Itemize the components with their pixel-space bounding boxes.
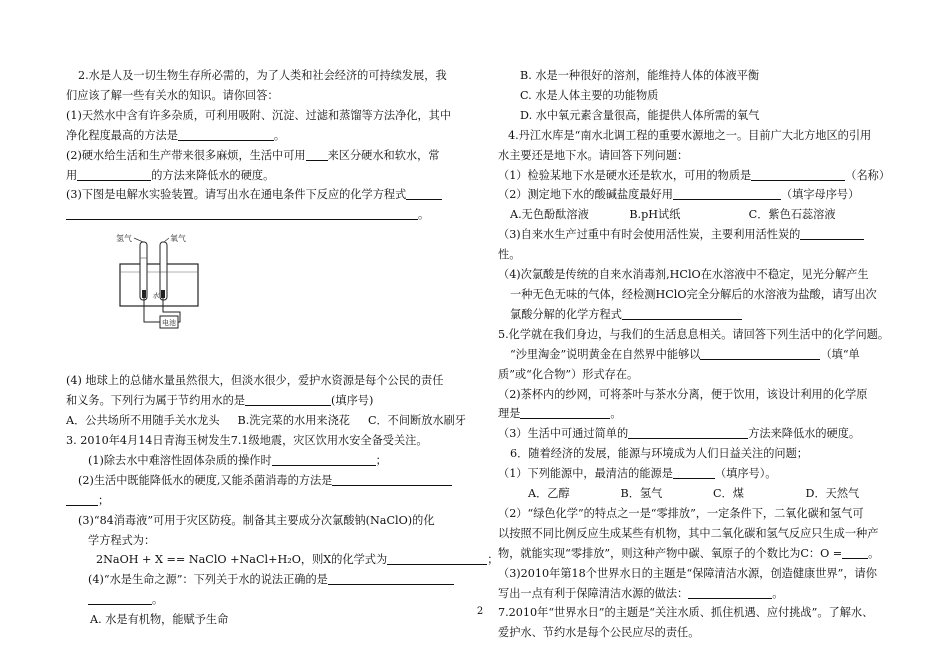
q6-1-option-b: B．氢气 (620, 487, 663, 501)
q2-2-line-2-post: 的方法来降低水的硬度。 (151, 168, 275, 182)
answer-blank[interactable] (387, 552, 487, 565)
q6-1-option-a: A．乙醇 (528, 487, 570, 501)
electrolysis-diagram (110, 232, 240, 332)
q2-3-line: (3)下图是电解水实验装置。请写出水在通电条件下反应的化学方程式 (66, 188, 407, 202)
q3-3-line-1: (3)“84消毒液”可用于灾区防疫。制备其主要成分次氯酸钠(NaClO)的化 (78, 513, 435, 527)
q6-intro: 6．随着经济的发展，能源与环境成为人们日益关注的问题； (510, 447, 808, 461)
q4-1-post: （名称） (845, 168, 891, 182)
answer-blank[interactable] (520, 406, 610, 419)
q3-4-option-c: C. 水是人体主要的功能物质 (520, 88, 659, 102)
answer-blank[interactable] (66, 207, 418, 220)
answer-blank[interactable] (700, 347, 820, 360)
q4-2-option-c: C．紫色石蕊溶液 (748, 208, 836, 222)
water-label: 水 (152, 292, 159, 300)
q2-1-line-2: 净化程度最高的方法是 (66, 128, 178, 142)
q4-2-option-a: A.无色酚酞溶液 (510, 208, 589, 222)
q2-4-line-1: (4) 地球上的总储水量虽然很大，但淡水很少，爱护水资源是每个公民的责任 (66, 374, 444, 388)
q4-4-line-2: 一种无色无味的气体，经检测HClO完全分解后的水溶液为盐酸，请写出次 (510, 287, 877, 301)
q5-intro: 5.化学就在我们身边，与我们的生活息息相关。请回答下列生活中的化学问题。 (498, 327, 890, 341)
q2-4-line-2-post: (填序号) (331, 394, 374, 408)
battery-label: 电池 (162, 319, 176, 327)
q2-2-line-2: 用 (66, 168, 78, 182)
q4-4-line-3: 氯酸分解的化学方程式 (510, 307, 622, 321)
q5-2-line-2: 理是 (498, 407, 521, 421)
answer-blank[interactable] (77, 168, 151, 181)
q6-2-line-1: （2）“绿色化学”的特点之一是“零排放”，一定条件下，二氧化碳和氢气可 (498, 506, 864, 520)
q4-2-line: （2）测定地下水的酸碱盐度最好用 (498, 188, 673, 202)
answer-blank[interactable] (673, 466, 715, 479)
q5-1-line-1-post: （填“单 (820, 347, 860, 361)
q5-3-line: （3）生活中可通过简单的 (498, 427, 629, 441)
answer-blank[interactable] (328, 572, 454, 585)
q4-1-line: （1）检验某地下水是硬水还是软水，可用的物质是 (498, 168, 752, 182)
answer-blank[interactable] (332, 473, 452, 486)
answer-blank[interactable] (751, 168, 845, 181)
answer-blank[interactable] (66, 493, 98, 506)
q3-2-line: (2)生活中既能降低水的硬度,又能杀菌消毒的方法是 (78, 473, 333, 487)
answer-blank[interactable] (88, 592, 152, 605)
left-column: 2.水是人及一切生物生存所必需的，为了人类和社会经济的可持续发展，我 们应该了解一些有关水的知识。请你回答： (1)天然水中含有许多杂质，可利用吸附、沉淀、过滤和蒸馏等方法净化，其中 净化程度最高的方法是 。 (2)硬水给生活和生产带来很多麻烦，生活中可用 来区分硬水和软水，常 用 的方法来降低水的硬度。 (3)下图是电解水实验装置。请写出水在通电条件下反应的化学方程式 。 (4) 地球上的总储水量虽然很大，但淡水很少，爱护水资源是每个公民的责任 和义务。下列行为属于节约用水的是 (填序号) A．公共场所不用随手关水龙头 B.洗完菜的水用来浇花 C．不间断放水刷牙 3. 2010年4月14日青海玉树发生7.1级地震，灾区饮用水安全备受关注。 (1)除去水中难溶性固体杂质的操作时 ； (2)生活中既能降低水的硬度,又能杀菌消毒的方法是 ； (3)“84消毒液”可用于灾区防疫。制备其主要成分次氯酸钠(NaClO)的化 学方程式为： 2NaOH + X == NaClO +NaCl+H₂O，则X的化学式为 ； (4)“水是生命之源”：下列关于水的说法正确的是 。 A. 水是有机物，能赋予生命 (66, 66, 466, 630)
answer-blank[interactable] (306, 148, 328, 161)
q3-intro: 3. 2010年4月14日青海玉树发生7.1级地震，灾区饮用水安全备受关注。 (66, 433, 428, 447)
answer-blank[interactable] (245, 393, 331, 406)
answer-blank[interactable] (178, 128, 274, 141)
q6-1-option-d: D．天然气 (805, 487, 860, 501)
answer-blank[interactable] (272, 453, 376, 466)
answer-blank[interactable] (800, 227, 864, 240)
q6-2-line-2: 以按照不同比例反应生成某些有机物，其中二氧化碳和氢气反应只生成一种产 (498, 526, 879, 540)
q5-2-line-1: （2)茶杯内的纱网，可将茶叶与茶水分离，便于饮用，该设计利用的化学原 (498, 387, 868, 401)
q4-2-option-b: B.pH试纸 (629, 208, 681, 222)
q5-3-post: 方法来降低水的硬度。 (748, 427, 861, 441)
q3-4-option-a: A. 水是有机物，能赋予生命 (90, 613, 229, 627)
q3-4-line: (4)“水是生命之源”：下列关于水的说法正确的是 (88, 573, 328, 587)
q6-3-line-1: （3)2010年第18个世界水日的主题是“保障清洁水源，创造健康世界”，请你 (498, 566, 877, 580)
q4-3-line-1: （3)自来水生产过重中有时会使用活性炭，主要利用活性炭的 (498, 228, 801, 242)
oxygen-label: 氧气 (170, 234, 186, 243)
q2-2-line-1: (2)硬水给生活和生产带来很多麻烦，生活中可用 (66, 148, 306, 162)
q3-3-line-3: 2NaOH + X == NaClO +NaCl+H₂O，则X的化学式为 (96, 553, 388, 567)
q2-4-option-c: C．不间断放水刷牙 (367, 414, 466, 428)
q6-1-line: （1）下列能源中，最清洁的能源是 (498, 467, 673, 481)
q4-intro-line-1: 4.丹江水库是“南水北调工程的重要水源地之一。目前广大北方地区的引用 (508, 128, 872, 142)
q3-3-line-2: 学方程式为： (88, 533, 156, 547)
q2-intro-line-1: 2.水是人及一切生物生存所必需的，为了人类和社会经济的可持续发展，我 (78, 69, 447, 82)
q2-1-line-1: (1)天然水中含有许多杂质，可利用吸附、沉淀、过滤和蒸馏等方法净化，其中 (66, 108, 452, 122)
q6-1-post: （填序号）。 (714, 467, 777, 481)
q5-1-line-1: “沙里淘金”说明黄金在自然界中能够以 (510, 347, 701, 361)
answer-blank[interactable] (688, 586, 772, 599)
answer-blank[interactable] (673, 187, 781, 200)
answer-blank[interactable] (842, 546, 868, 559)
q2-2-line-1-post: 来区分硬水和软水，常 (327, 148, 440, 162)
q4-intro-line-2: 水主要还是地下水。请回答下列问题： (498, 148, 689, 162)
q2-4-line-2: 和义务。下列行为属于节约用水的是 (66, 394, 246, 408)
water-trough (120, 264, 198, 306)
q7-line-2: 爱护水、节约水是每个公民应尽的责任。 (498, 626, 700, 640)
q2-intro-line-2: 们应该了解一些有关水的知识。请你回答： (66, 88, 279, 102)
q6-3-line-2: 写出一点有利于保障清洁水源的做法： (498, 586, 689, 600)
q6-2-line-3: 物，就能实现“零排放”，则这种产物中碳、氧原子的个数比为C：O = (498, 546, 843, 560)
q4-4-line-1: （4)次氯酸是传统的自来水消毒剂,HClO在水溶液中不稳定，见光分解产生 (498, 268, 869, 282)
q4-2-post: （填字母序号） (780, 188, 860, 202)
q3-4-option-d: D. 水中氧元素含量很高，能提供人体所需的氧气 (520, 108, 760, 122)
page-number: 2 (476, 606, 484, 617)
answer-blank[interactable] (628, 426, 748, 439)
q3-4-option-b: B. 水是一种很好的溶剂，能维持人体的体液平衡 (520, 69, 760, 82)
q6-1-option-c: C．煤 (713, 487, 744, 501)
right-column: B. 水是一种很好的溶剂，能维持人体的体液平衡 C. 水是人体主要的功能物质 D. 水中氧元素含量很高，能提供人体所需的氧气 4.丹江水库是“南水北调工程的重要水源地之一。目前广大北方地区的引用 水主要还是地下水。请回答下列问题： （1）检验某地下水是硬水还是软水，可用的物质是 （名称） （2）测定地下水的酸碱盐度最好用 （填字母序号） A.无色酚酞溶液 B.pH试纸 C．紫色石蕊溶液 （3)自来水生产过重中有时会使用活性炭，主要利用活性炭的 性。 （4)次氯酸是传统的自来水消毒剂,HClO在水溶液中不稳定，见光分解产生 一种无色无味的气体，经检测HClO完全分解后的水溶液为盐酸，请写出次 氯酸分解的化学方程式 5.化学就在我们身边，与我们的生活息息相关。请回答下列生活中的化学问题。 “沙里淘金”说明黄金在自然界中能够以 （填“单 质”或“化合物”）形式存在。 （2)茶杯内的纱网，可将茶叶与茶水分离，便于饮用，该设计利用的化学原 理是 。 （3）生活中可通过简单的 方法来降低水的硬度。 6．随着经济的发展，能源与环境成为人们日益关注的问题； （1）下列能源中，最清洁的能源是 （填序号）。 A．乙醇 B．氢气 C．煤 D．天然气 （2）“绿色化学”的特点之一是“零排放”，一定条件下，二氧化碳和氢气可 以按照不同比例反应生成某些有机物，其中二氧化碳和氢气反应只生成一种产 物，就能实现“零排放”，则这种产物中碳、氧原子的个数比为C：O = 。 （3)2010年第18个世界水日的主题是“保障清洁水源，创造健康世界”，请你 写出一点有利于保障清洁水源的做法： 。 7.2010年“世界水日”的主题是“关注水质、抓住机遇、应付挑战”。了解水、 爱护水、节约水是每个公民应尽的责任。 (498, 66, 898, 643)
q2-4-option-a: A．公共场所不用随手关水龙头 (66, 414, 220, 428)
answer-blank[interactable] (622, 307, 742, 320)
q5-1-line-2: 质”或“化合物”）形式存在。 (498, 367, 639, 381)
q4-3-line-2: 性。 (498, 248, 521, 262)
q3-1-line: (1)除去水中难溶性固体杂质的操作时 (88, 453, 272, 467)
answer-blank[interactable] (406, 187, 442, 200)
q2-4-option-b: B.洗完菜的水用来浇花 (237, 414, 350, 428)
q7-line-1: 7.2010年“世界水日”的主题是“关注水质、抓住机遇、应付挑战”。了解水、 (498, 606, 874, 620)
hydrogen-label: 氢气 (116, 234, 132, 243)
